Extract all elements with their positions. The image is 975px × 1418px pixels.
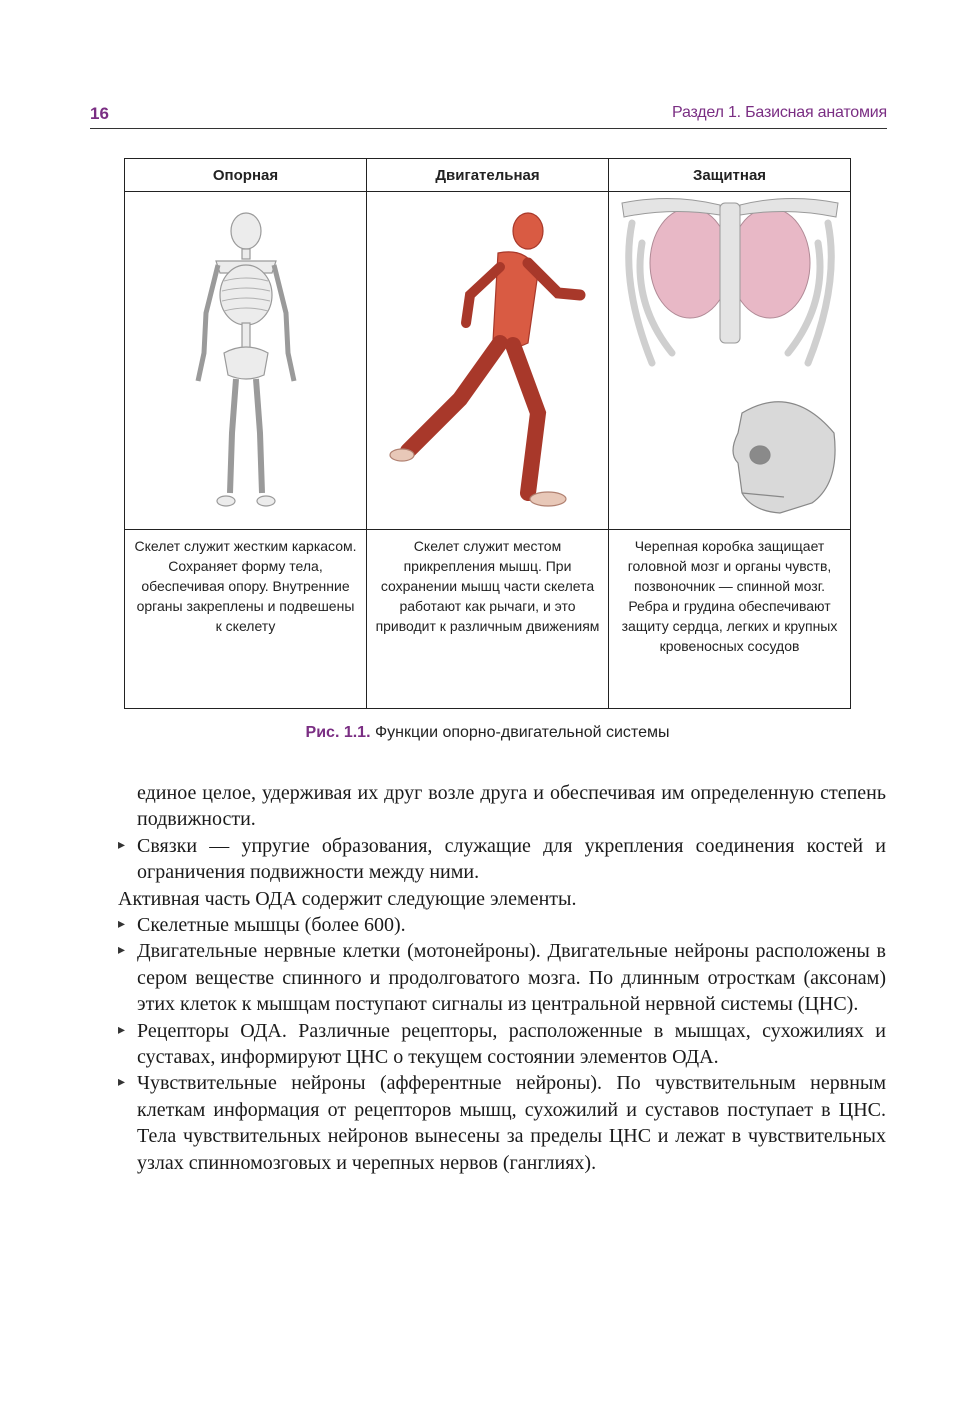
runner-image-cell [367, 192, 609, 530]
running-header [90, 98, 887, 129]
continuation-paragraph: единое целое, удерживая их друг возле друга и обеспечивая им определенную степень подвижности. [137, 782, 886, 831]
figure-caption [0, 724, 975, 742]
functions-figure-table [124, 158, 851, 709]
body-text [118, 780, 886, 1176]
column-title-support: Опорная [125, 159, 367, 192]
column-title-motor: Двигательная [367, 159, 609, 192]
ribcage-and-skull-icon [612, 193, 848, 523]
list-item: ▸ Связки — упругие образования, служащие для укрепления соединения костей и ограничения подвижности между ними. [118, 833, 886, 886]
skeleton-image-cell [125, 192, 367, 530]
column-title-protective: Защитная [609, 159, 851, 192]
page-number: 16 [90, 104, 109, 123]
running-muscle-man-icon [378, 203, 598, 513]
active-part-intro: Активная часть ОДА содержит следующие элементы. [118, 887, 577, 910]
list-item: ▸ Двигательные нервные клетки (мотонейроны). Двигательные нейроны расположены в сером веществе спинного и продолговатого мозга. По длинным отросткам (аксонам) этих клеток к мышцам поступают сигналы из центральной нервной системы (ЦНС). [118, 938, 886, 1017]
list-item: ▸ Скелетные мышцы (более 600). [118, 912, 886, 938]
caption-support: Скелет служит жестким каркасом. Сохраняет форму тела, обеспечивая опору. Внутренние органы закреплены и подвешены к скелету [125, 530, 367, 709]
list-item: ▸ Рецепторы ОДА. Различные рецепторы, расположенные в мышцах, сухожилиях и суставах, информируют ЦНС о текущем состоянии элементов ОДА. [118, 1018, 886, 1071]
figure-number: Рис. 1.1. [305, 724, 371, 741]
caption-protective: Черепная коробка защищает головной мозг и органы чувств, позвоночник — спинной мозг. Ребра и грудина обеспечивают защиту сердца, легких и крупных кровеносных сосудов [609, 530, 851, 709]
caption-motor: Скелет служит местом прикрепления мышц. При сохранении мышц части скелета работают как рычаги, и это приводит к различным движениям [367, 530, 609, 709]
ribcage-skull-image-cell [609, 192, 851, 530]
skeleton-icon [146, 203, 346, 513]
figure-caption-text: Функции опорно-двигательной системы [370, 724, 670, 741]
section-title: Раздел 1. Базисная анатомия [672, 104, 887, 121]
list-item: ▸ Чувствительные нейроны (афферентные нейроны). По чувствительным нервным клеткам информация от рецепторов мышц, сухожилий и суставов поступает в ЦНС. Тела чувствительных нейронов вынесены за пределы ЦНС и лежат в чувствительных узлах спинномозговых и черепных нервов (ганглиях). [118, 1070, 886, 1176]
